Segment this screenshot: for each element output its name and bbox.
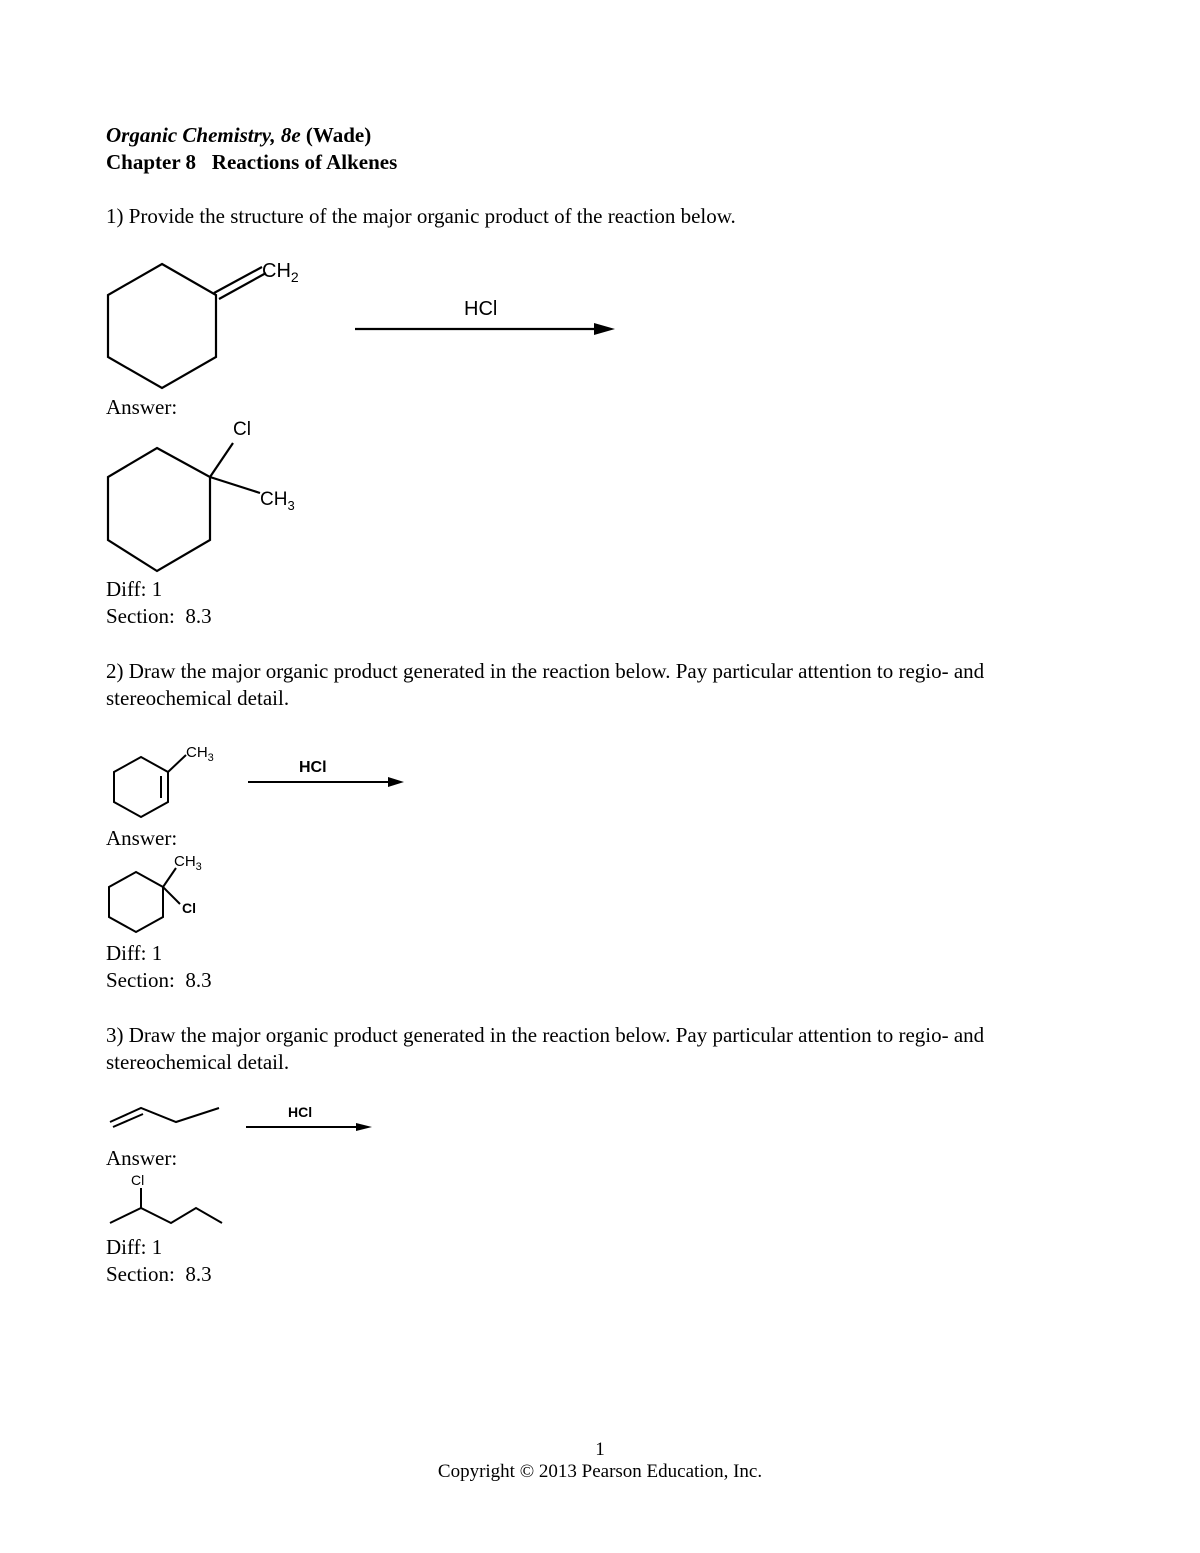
product-group-ch3: $CH_3$	[260, 489, 295, 513]
question-2-text-line-2: stereochemical detail.	[106, 686, 290, 710]
reagent-label: HCl	[288, 1104, 313, 1120]
cyclohexane-ring	[108, 264, 216, 388]
reactant-group-label: $CH_3$	[186, 744, 214, 764]
product-group-cl: Cl	[182, 900, 196, 916]
question-2-answer-label: Answer:	[106, 826, 178, 850]
cyclohexane-ring	[109, 872, 163, 932]
question-3-text-line-1: 3) Draw the major organic product generated in the reaction below. Pay particular attention to regio- and	[106, 1023, 985, 1047]
bond-to-ch3	[168, 755, 186, 772]
chain-double-bond	[113, 1114, 143, 1127]
question-2-answer-diagram	[106, 848, 226, 938]
question-2-text-line-1: 2) Draw the major organic product generated in the reaction below. Pay particular attention to regio- and	[106, 659, 985, 683]
question-1-answer-label: Answer:	[106, 395, 178, 419]
question-1-reaction-diagram	[100, 250, 620, 400]
question-3-section: Section: 8.3	[106, 1262, 212, 1286]
question-2-reaction-diagram	[106, 735, 426, 825]
cyclohexene-ring	[114, 757, 168, 817]
question-2-diff: Diff: 1	[106, 941, 163, 965]
copyright-notice: Copyright © 2013 Pearson Education, Inc.	[437, 1461, 763, 1482]
product-group-cl: Cl	[131, 1172, 145, 1188]
question-3-text-line-2: stereochemical detail.	[106, 1050, 290, 1074]
bond-to-ch3	[163, 868, 176, 887]
book-title: Organic Chemistry, 8e	[106, 123, 301, 147]
question-1-text: 1) Provide the structure of the major organic product of the reaction below.	[106, 204, 736, 228]
question-3-answer-diagram	[106, 1168, 236, 1228]
book-title-line	[106, 122, 371, 149]
question-1-diff: Diff: 1	[106, 577, 163, 601]
pentane-chain	[110, 1208, 222, 1223]
book-author: (Wade)	[305, 123, 372, 147]
question-2-section: Section: 8.3	[106, 968, 212, 992]
page-number: 1	[595, 1439, 605, 1460]
reaction-arrow-head	[388, 777, 404, 787]
chapter-title: Chapter 8 Reactions of Alkenes	[106, 150, 398, 174]
pentene-chain	[110, 1108, 219, 1122]
question-3-diff: Diff: 1	[106, 1235, 163, 1259]
reaction-arrow-head	[356, 1123, 372, 1131]
product-group-ch3: $CH_3$	[174, 853, 202, 873]
reactant-group-label: $CH_2$	[262, 260, 299, 285]
reagent-label: HCl	[299, 759, 327, 776]
cyclohexane-ring	[108, 448, 210, 571]
reaction-arrow-head	[594, 323, 615, 335]
reagent-label: HCl	[464, 298, 498, 320]
question-1-section: Section: 8.3	[106, 604, 212, 628]
question-1-answer-diagram	[100, 415, 320, 575]
bond-to-ch3	[210, 477, 260, 493]
bond-to-cl	[163, 887, 180, 904]
product-group-cl: Cl	[233, 419, 251, 440]
question-3-answer-label: Answer:	[106, 1146, 178, 1170]
bond-to-cl	[210, 443, 233, 477]
question-3-reaction-diagram	[106, 1100, 386, 1145]
